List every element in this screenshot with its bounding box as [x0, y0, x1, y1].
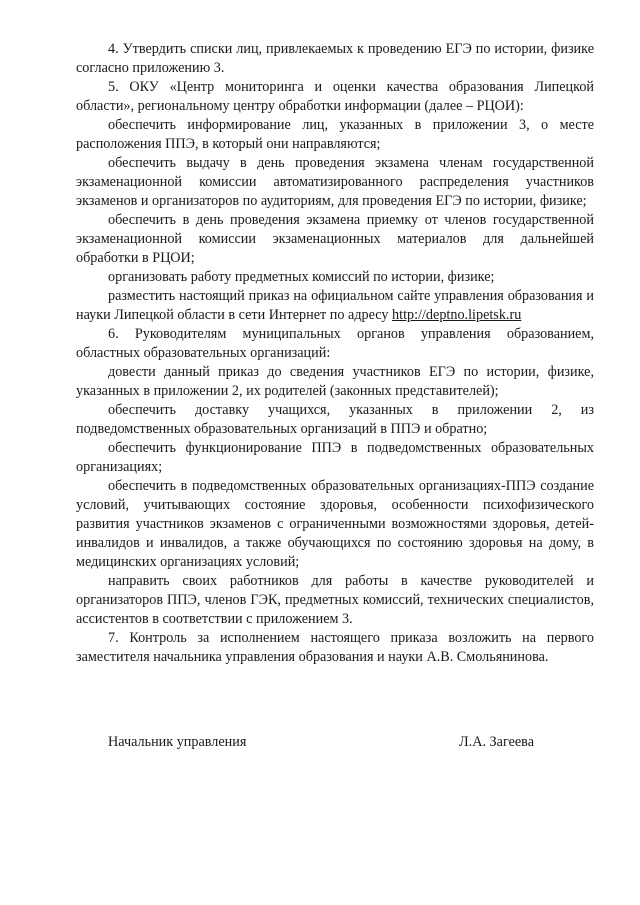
signature-block — [108, 733, 534, 752]
document-body — [76, 40, 594, 667]
paragraph-subject-commissions: организовать работу предметных комиссий по истории, физике; — [108, 269, 495, 285]
paragraph-item-6: 6. Руководителям муниципальных органов управления образованием, областных образовательных организаций: — [76, 326, 594, 361]
paragraph-inform-participants: довести данный приказ до сведения участников ЕГЭ по истории, физике, указанных в приложении 2, их родителей (законных представителей); — [76, 364, 594, 399]
paragraph-item-7: 7. Контроль за исполнением настоящего приказа возложить на первого заместителя начальника управления образования и науки А.В. Смольянинова. — [76, 630, 594, 665]
website-link[interactable]: http://deptno.lipetsk.ru — [392, 307, 522, 323]
paragraph-delivery: обеспечить доставку учащихся, указанных в приложении 2, из подведомственных образовательных организаций в ППЭ и обратно; — [76, 402, 594, 437]
paragraph-item-5: 5. ОКУ «Центр мониторинга и оценки качества образования Липецкой области», региональному центру обработки информации (далее – РЦОИ): — [76, 79, 594, 114]
paragraph-staff: направить своих работников для работы в качестве руководителей и организаторов ППЭ, членов ГЭК, предметных комиссий, технических специалистов, ассистентов в соответствии с приложением 3. — [76, 573, 594, 627]
paragraph-inform-persons: обеспечить информирование лиц, указанных в приложении 3, о месте расположения ППЭ, в который они направляются; — [76, 117, 594, 152]
paragraph-item-4: 4. Утвердить списки лиц, привлекаемых к проведению ЕГЭ по истории, физике согласно приложению 3. — [76, 41, 594, 76]
paragraph-website — [76, 287, 594, 325]
paragraph-materials-receipt: обеспечить в день проведения экзамена приемку от членов государственной экзаменационной комиссии экзаменационных материалов для дальнейшей обработки в РЦОИ; — [76, 212, 594, 266]
signatory-name: Л.А. Загеева — [459, 734, 534, 750]
paragraph-website-text: разместить настоящий приказ на официальном сайте управления образования и науки Липецкой области в сети Интернет по адресу — [76, 288, 594, 323]
paragraph-conditions: обеспечить в подведомственных образовательных организациях-ППЭ создание условий, учитывающих состояние здоровья, особенности психофизического развития участников экзаменов с ограниченными возможностями здоровья, детей-инвалидов и инвалидов, а также обучающихся по состоянию здоровья на дому, в медицинских организациях условий; — [76, 478, 594, 570]
paragraph-ppe-operation: обеспечить функционирование ППЭ в подведомственных образовательных организациях; — [76, 440, 594, 475]
signatory-position: Начальник управления — [108, 734, 247, 750]
paragraph-distribution: обеспечить выдачу в день проведения экзамена членам государственной экзаменационной комиссии автоматизированного распределения участников экзаменов и организаторов по аудиториям, для проведения ЕГЭ по истории, физике; — [76, 155, 594, 209]
